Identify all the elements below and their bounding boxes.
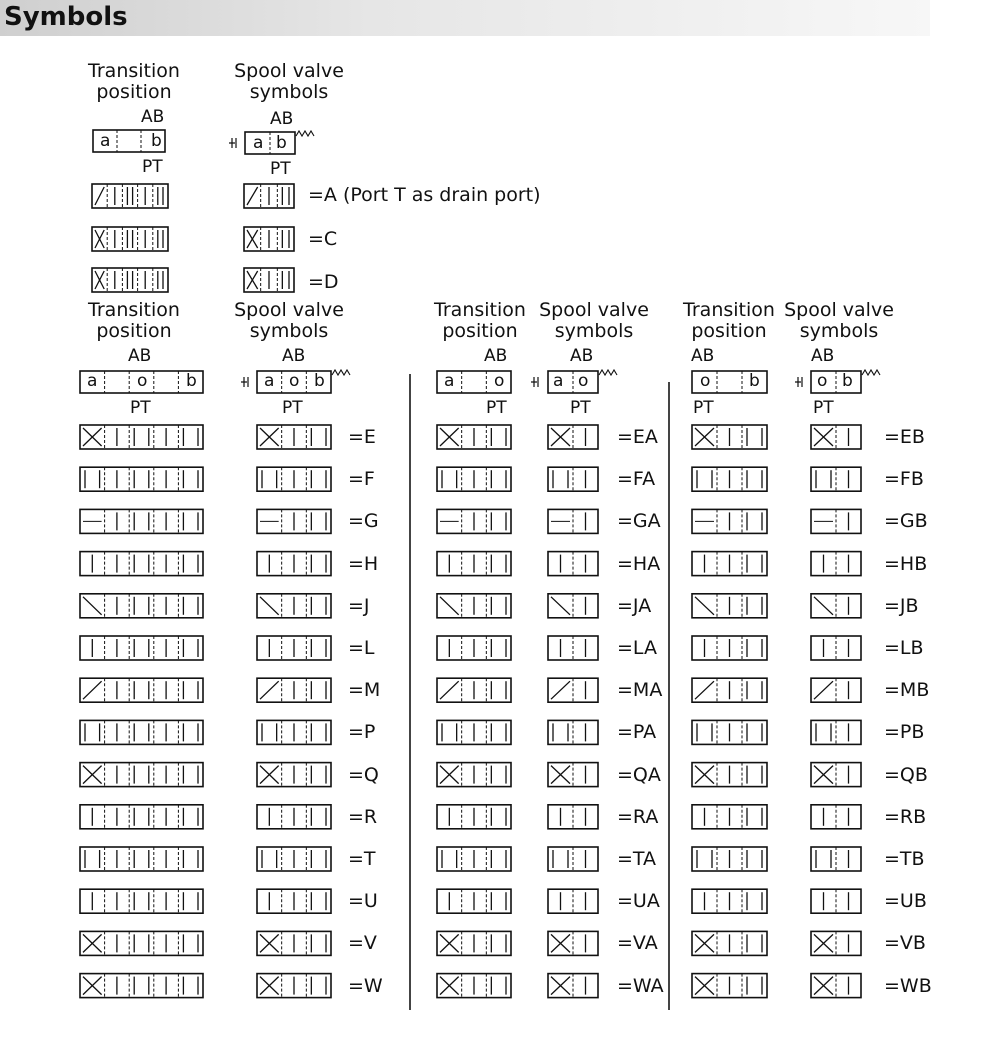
position-letter: a	[264, 371, 275, 391]
spool-code: =QB	[884, 763, 928, 786]
flow-line	[260, 681, 279, 699]
flow-line	[814, 597, 833, 615]
spool-symbol	[548, 678, 598, 702]
transition-symbol	[437, 467, 511, 491]
symbol-box	[257, 371, 331, 393]
transition-symbol	[437, 425, 511, 449]
spool-symbol	[257, 847, 331, 871]
transition-symbol	[80, 974, 203, 998]
transition-symbol	[692, 805, 767, 829]
symbol-box	[437, 371, 511, 393]
header-box-spool	[257, 371, 331, 393]
spool-symbol	[257, 805, 331, 829]
spool-code: =W	[348, 974, 383, 997]
spring-icon	[296, 131, 314, 136]
spool-symbol	[257, 425, 331, 449]
spool-symbol-top	[244, 227, 294, 251]
spool-symbol	[811, 636, 861, 660]
spool-symbol	[811, 720, 861, 744]
transition-symbol	[692, 847, 767, 871]
spool-symbol	[548, 974, 598, 998]
header-line: Spool valve	[784, 299, 894, 321]
spool-code: =LB	[884, 637, 924, 659]
transition-symbol	[692, 552, 767, 576]
position-letter: o	[578, 371, 589, 391]
transition-symbol	[437, 931, 511, 955]
header-line: Transition	[434, 299, 526, 321]
header-box-spool	[548, 371, 598, 393]
spool-code: =MA	[617, 679, 663, 702]
flow-line	[247, 187, 258, 205]
spool-symbol	[257, 552, 331, 576]
transition-symbol	[437, 678, 511, 702]
symbol-box	[80, 720, 203, 744]
flow-line	[440, 681, 459, 699]
solenoid-icon	[241, 377, 248, 387]
spool-code: =HB	[884, 552, 928, 575]
spool-code: =G	[348, 510, 379, 533]
transition-symbol	[437, 847, 511, 871]
port-label-ab: AB	[270, 109, 294, 129]
spool-code: =M	[348, 679, 381, 702]
spool-code: =GB	[884, 510, 928, 533]
spool-symbol	[548, 467, 598, 491]
transition-symbol	[80, 763, 203, 787]
spool-symbol	[811, 509, 861, 533]
symbol-box	[80, 763, 203, 787]
spool-symbol-top	[244, 268, 294, 292]
transition-symbol	[80, 425, 203, 449]
header-line: Transition	[88, 299, 180, 321]
spool-code: =JA	[617, 594, 652, 617]
position-letter: o	[494, 371, 505, 391]
transition-symbol-top	[92, 184, 168, 208]
header-line: position	[442, 320, 518, 342]
spool-code: =H	[348, 552, 379, 575]
transition-symbol	[437, 763, 511, 787]
spool-symbol	[811, 974, 861, 998]
transition-symbol	[692, 425, 767, 449]
header-line: symbols	[554, 320, 634, 342]
spool-symbol	[811, 425, 861, 449]
symbol-box	[80, 847, 203, 871]
spool-code: =TA	[617, 848, 657, 870]
header-line: Spool valve	[234, 299, 344, 321]
header-line: position	[96, 81, 172, 103]
transition-symbol	[80, 847, 203, 871]
spool-code: =U	[348, 890, 378, 913]
transition-symbol	[80, 931, 203, 955]
transition-symbol	[80, 594, 203, 618]
transition-symbol	[80, 889, 203, 913]
port-label-pt: PT	[130, 398, 151, 418]
spool-symbol	[811, 467, 861, 491]
position-letter: o	[137, 371, 148, 391]
page-title: Symbols	[4, 2, 128, 32]
solenoid-icon	[229, 138, 236, 148]
spool-symbol	[548, 720, 598, 744]
spool-code: =F	[348, 468, 375, 491]
transition-symbol	[437, 552, 511, 576]
transition-symbol	[80, 552, 203, 576]
code-c: =C	[308, 228, 338, 250]
spool-symbol	[548, 636, 598, 660]
spool-code: =P	[348, 721, 376, 744]
symbol-box	[80, 805, 203, 829]
header-line: symbols	[249, 320, 329, 342]
header-box-transition	[93, 130, 165, 152]
transition-symbol	[437, 805, 511, 829]
flow-line	[551, 597, 570, 615]
spool-symbol	[257, 763, 331, 787]
spring-icon	[599, 370, 617, 375]
header-line: Spool valve	[539, 299, 649, 321]
port-label-pt: PT	[486, 398, 507, 418]
transition-symbol	[437, 720, 511, 744]
transition-symbol	[80, 467, 203, 491]
transition-symbol	[692, 974, 767, 998]
port-label-ab: AB	[811, 346, 835, 366]
symbol-box	[80, 636, 203, 660]
spool-symbol	[548, 552, 598, 576]
position-letter: o	[700, 371, 711, 391]
spool-code: =WB	[884, 974, 932, 997]
symbol-box	[80, 467, 203, 491]
spool-symbol	[548, 763, 598, 787]
position-letter: o	[289, 371, 300, 391]
position-letter: b	[151, 131, 162, 151]
spool-code: =E	[348, 426, 376, 448]
position-letter: b	[749, 371, 760, 391]
symbol-box	[80, 552, 203, 576]
spool-symbol	[548, 805, 598, 829]
port-label-pt: PT	[142, 157, 163, 177]
solenoid-icon	[795, 377, 802, 387]
transition-symbol	[437, 889, 511, 913]
header-line: symbols	[249, 81, 329, 103]
spool-code: =FB	[884, 468, 924, 491]
spool-symbol	[811, 847, 861, 871]
position-letter: a	[87, 371, 98, 391]
port-label-pt: PT	[570, 398, 591, 418]
position-letter: b	[314, 371, 325, 391]
position-letter: b	[276, 133, 287, 153]
transition-symbol	[692, 509, 767, 533]
symbol-box	[692, 371, 767, 393]
spring-icon	[332, 370, 350, 375]
transition-symbol	[692, 594, 767, 618]
header-line: symbols	[799, 320, 879, 342]
flow-line	[695, 681, 714, 699]
spool-code: =HA	[617, 552, 661, 575]
transition-symbol	[692, 931, 767, 955]
spool-code: =JB	[884, 594, 919, 617]
port-label-ab: AB	[282, 346, 306, 366]
spool-code: =UB	[884, 890, 927, 913]
transition-symbol	[80, 805, 203, 829]
transition-symbol	[692, 636, 767, 660]
spool-symbol	[548, 847, 598, 871]
transition-symbol	[437, 974, 511, 998]
flow-line	[551, 681, 570, 699]
code-a: =A (Port T as drain port)	[308, 184, 541, 206]
spool-symbol	[257, 636, 331, 660]
port-label-ab: AB	[570, 346, 594, 366]
symbol-box	[80, 931, 203, 955]
flow-line	[695, 597, 714, 615]
spool-symbol	[811, 931, 861, 955]
port-label-pt: PT	[270, 159, 291, 179]
spool-symbol	[548, 509, 598, 533]
symbol-box	[80, 594, 203, 618]
spool-code: =QA	[617, 763, 661, 786]
transition-symbol	[80, 720, 203, 744]
header-box-transition	[437, 371, 511, 393]
spring-icon	[862, 370, 880, 375]
spool-symbol	[548, 889, 598, 913]
spool-code: =RB	[884, 805, 927, 828]
spool-symbol	[257, 720, 331, 744]
position-letter: b	[186, 371, 197, 391]
spool-symbol	[257, 678, 331, 702]
position-letter: a	[253, 133, 264, 153]
port-label-pt: PT	[282, 398, 303, 418]
position-letter: a	[100, 131, 111, 151]
spool-code: =FA	[617, 468, 656, 491]
spool-code: =Q	[348, 763, 379, 786]
spool-code: =TB	[884, 848, 925, 870]
spool-symbol	[257, 509, 331, 533]
port-label-ab: AB	[141, 107, 165, 127]
flow-line	[83, 597, 102, 615]
port-label-pt: PT	[693, 398, 714, 418]
position-letter: a	[444, 371, 455, 391]
spool-symbol	[811, 805, 861, 829]
header-line: position	[691, 320, 767, 342]
transition-symbol	[80, 509, 203, 533]
spool-code: =T	[348, 848, 376, 870]
spool-symbol	[257, 931, 331, 955]
port-label-ab: AB	[128, 346, 152, 366]
flow-line	[814, 681, 833, 699]
spool-symbol	[811, 552, 861, 576]
spool-symbol	[811, 763, 861, 787]
spool-symbol-top	[244, 184, 294, 208]
spool-code: =L	[348, 637, 375, 659]
spool-code: =J	[348, 594, 370, 617]
symbol-box	[80, 974, 203, 998]
flow-line	[83, 681, 102, 699]
spool-symbol	[811, 889, 861, 913]
spool-code: =LA	[617, 637, 657, 659]
transition-symbol	[437, 594, 511, 618]
header-line: Transition	[88, 60, 180, 82]
port-label-ab: AB	[691, 346, 715, 366]
flow-line	[95, 187, 104, 205]
transition-symbol	[692, 720, 767, 744]
spool-symbol	[257, 974, 331, 998]
transition-symbol-top	[92, 268, 168, 292]
spool-code: =VB	[884, 932, 926, 955]
symbol-box	[80, 678, 203, 702]
solenoid-icon	[531, 377, 538, 387]
spool-code: =EA	[617, 426, 658, 448]
flow-line	[260, 597, 279, 615]
spool-code: =PB	[884, 721, 925, 744]
spool-code: =EB	[884, 426, 925, 448]
code-d: =D	[308, 271, 339, 293]
header-box-transition	[80, 371, 203, 393]
spool-symbol	[257, 594, 331, 618]
spool-symbol	[548, 425, 598, 449]
symbol-box	[93, 130, 165, 152]
port-label-pt: PT	[813, 398, 834, 418]
transition-symbol	[692, 889, 767, 913]
header-box-transition	[692, 371, 767, 393]
transition-symbol-top	[92, 227, 168, 251]
transition-symbol	[80, 636, 203, 660]
symbol-box	[80, 889, 203, 913]
spool-code: =R	[348, 805, 378, 828]
spool-symbol	[548, 931, 598, 955]
header-box-spool	[811, 371, 861, 393]
symbol-box	[80, 371, 203, 393]
spool-code: =PA	[617, 721, 657, 744]
spool-code: =MB	[884, 679, 930, 702]
spool-symbol	[811, 594, 861, 618]
position-letter: a	[553, 371, 564, 391]
position-letter: b	[842, 371, 853, 391]
flow-line	[440, 597, 459, 615]
transition-symbol	[692, 678, 767, 702]
transition-symbol	[692, 763, 767, 787]
spool-code: =RA	[617, 805, 659, 828]
spool-code: =GA	[617, 510, 661, 533]
position-letter: o	[817, 371, 828, 391]
spool-code: =VA	[617, 932, 658, 955]
spool-code: =WA	[617, 974, 664, 997]
spool-symbol	[811, 678, 861, 702]
header-box-spool	[245, 132, 295, 154]
transition-symbol	[692, 467, 767, 491]
header-line: position	[96, 320, 172, 342]
symbol-box	[80, 425, 203, 449]
spool-symbol	[548, 594, 598, 618]
port-label-ab: AB	[484, 346, 508, 366]
transition-symbol	[437, 509, 511, 533]
spool-symbol	[257, 889, 331, 913]
header-line: Transition	[683, 299, 775, 321]
transition-symbol	[80, 678, 203, 702]
transition-symbol	[437, 636, 511, 660]
header-line: Spool valve	[234, 60, 344, 82]
spool-code: =UA	[617, 890, 660, 913]
spool-code: =V	[348, 932, 377, 955]
spool-symbol	[257, 467, 331, 491]
